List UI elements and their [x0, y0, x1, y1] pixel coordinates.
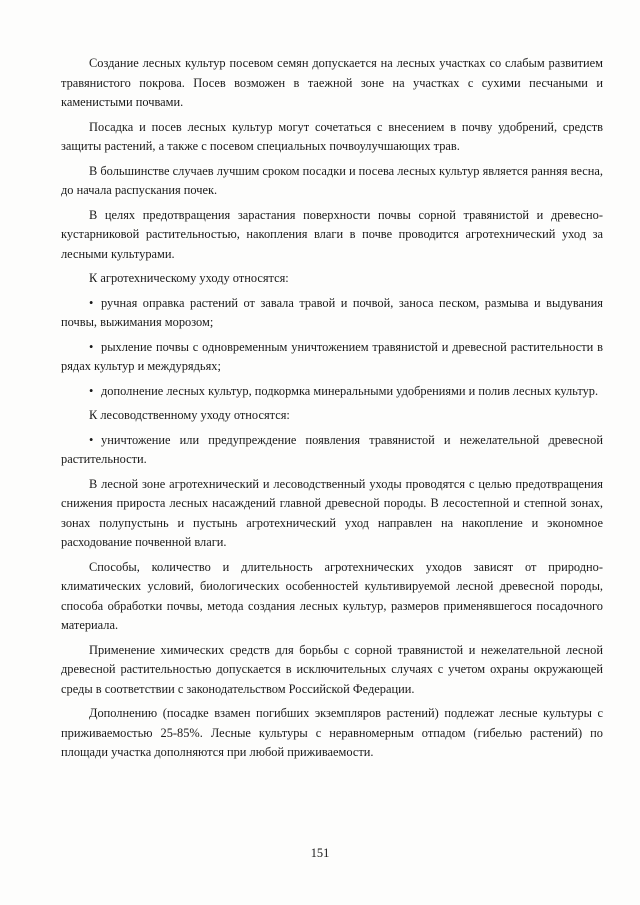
paragraph: Применение химических средств для борьбы с сорной травянистой и нежелательной лесной древесной растительностью допускается в исключительных случаях с учетом охраны окружающей среды в соответствии с законодательством Российской Федерации. [61, 642, 603, 696]
bullet-icon: • [89, 295, 94, 310]
bullet-icon: • [89, 432, 94, 447]
bullet-icon: • [89, 339, 94, 354]
paragraph: В большинстве случаев лучшим сроком посадки и посева лесных культур является ранняя весна, до начала распускания почек. [61, 163, 603, 197]
bullet-item [61, 294, 603, 333]
bullet-item [61, 338, 603, 377]
bullet-item [61, 382, 603, 402]
paragraph: В целях предотвращения зарастания поверхности почвы сорной травянистой и древесно-кустарниковой растительностью, накопления влаги в почве проводится агротехнический уход за лесными культурами. [61, 207, 603, 261]
list-heading: К лесоводственному уходу относятся: [89, 408, 290, 422]
bullet-icon: • [89, 383, 94, 398]
bullet-text: дополнение лесных культур, подкормка минеральными удобрениями и полив лесных культур. [101, 383, 599, 398]
paragraph: Дополнению (посадке взамен погибших экземпляров растений) подлежат лесные культуры с приживаемостью 25-85%. Лесные культуры с неравномерным отпадом (гибелью растений) по площади участка дополняются при любой приживаемости. [61, 706, 603, 759]
bullet-text: рыхление почвы с одновременным уничтожением травянистой и древесной растительности в рядах культур и междурядьях; [61, 339, 603, 373]
page-number: 151 [310, 846, 330, 860]
paragraph: В лесной зоне агротехнический и лесоводственный уходы проводятся с целью предотвращения снижения прироста лесных насаждений главной древесной породы. В лесостепной и степной зонах, зонах полупустынь и пустынь агротехнический уход направлен на накопление и экономное расходование почвенной влаги. [61, 476, 603, 549]
paragraph: Создание лесных культур посевом семян допускается на лесных участках со слабым развитием травянистого покрова. Посев возможен в таежной зоне на участках с сухими песчаными и каменистыми почвами. [61, 56, 603, 109]
bullet-text: уничтожение или предупреждение появления травянистой и нежелательной древесной растительности. [61, 432, 603, 466]
list-heading: К агротехническому уходу относятся: [89, 271, 289, 285]
bullet-text: ручная оправка растений от завала травой и почвой, заноса песком, размыва и выдувания почвы, выжимания морозом; [61, 295, 603, 329]
paragraph: Способы, количество и длительность агротехнических уходов зависят от природно-климатических условий, биологических особенностей культивируемой лесной древесной породы, способа обработки почвы, метода создания лесных культур, размеров применявшегося посадочного материала. [61, 559, 603, 632]
bullet-item [61, 431, 603, 470]
document-body [61, 54, 603, 768]
paragraph: Посадка и посев лесных культур могут сочетаться с внесением в почву удобрений, средств защиты растений, а также с посевом специальных почвоулучшающих трав. [61, 119, 603, 153]
